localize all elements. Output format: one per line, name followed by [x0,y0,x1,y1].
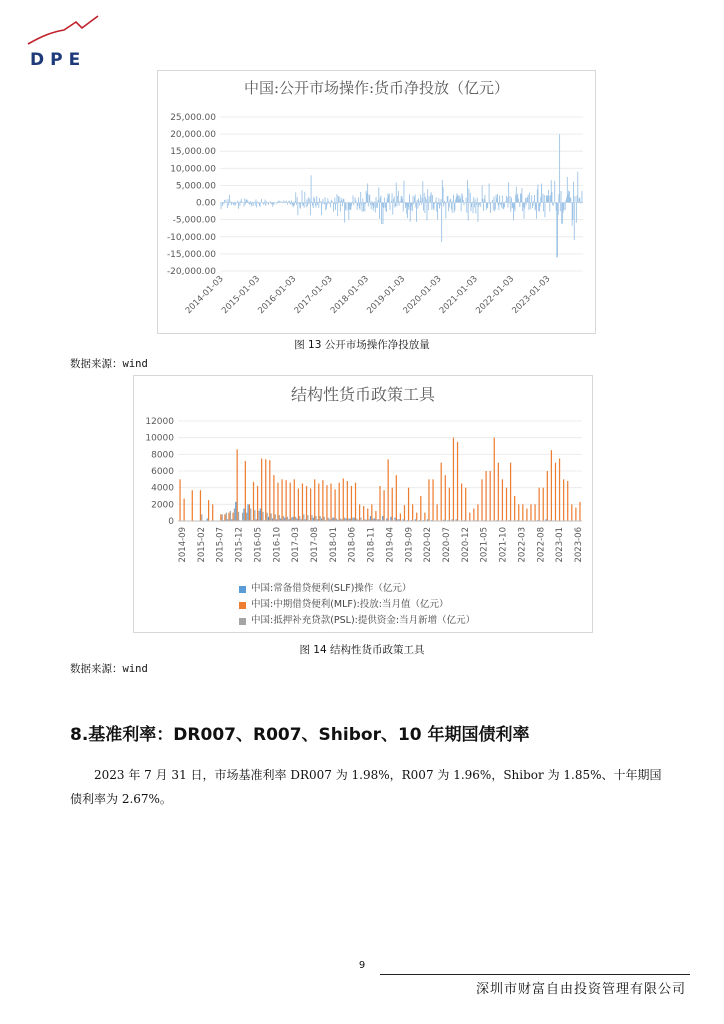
chart14-bar-mlf [383,490,384,521]
chart14-bar-mlf [200,490,201,521]
chart14-bar-psl [238,512,239,521]
chart14-x-tick: 2022-08 [536,527,547,563]
chart14-bar-mlf [416,513,417,521]
chart13-plot [158,71,595,333]
chart13-y-tick: 0.00 [195,198,216,209]
chart13-y-tick: 10,000.00 [170,164,216,175]
chart14-bar-mlf [469,513,470,521]
chart13-bars [220,134,582,257]
chart14-bar-mlf [477,504,478,521]
chart14-bar-mlf [563,479,564,521]
chart14-bar-mlf [347,481,348,521]
chart14-bar-mlf [555,463,556,521]
chart13-y-tick: 15,000.00 [170,147,216,158]
chart14-bar-psl [283,516,284,521]
chart14-bar-psl [311,515,312,521]
chart14-bar-psl [262,512,263,521]
chart14-bar-mlf [432,479,433,521]
chart13-y-tick: -15,000.00 [166,249,216,260]
chart14-bar-mlf [465,488,466,521]
chart14-bar-mlf [567,481,568,521]
chart14-bar-psl [230,511,231,521]
chart14-x-tick: 2021-10 [498,527,509,563]
chart13-x-tick: 2014-01-03 [183,274,226,317]
chart14-y-tick: 10000 [145,433,174,444]
chart14-bar-mlf [351,486,352,521]
chart14-bar-mlf [510,463,511,521]
company-name: 深圳市财富自由投资管理有限公司 [475,982,686,997]
chart14-bar-mlf [237,449,238,521]
chart14-bar-mlf [363,506,364,521]
chart14-bar-psl [254,510,255,521]
chart14-bar-slf [243,509,244,522]
chart14-bar-mlf [473,509,474,522]
chart13-x-tick: 2020-01-03 [401,274,444,317]
chart14-bar-mlf [277,483,278,521]
chart14-bar-mlf [245,461,246,521]
chart14-bar-mlf [485,471,486,521]
chart14-x-tick: 2016-10 [272,527,283,563]
chart14-bar-mlf [318,484,319,522]
chart14-bar-psl [307,515,308,521]
chart14-bar-mlf [220,514,221,521]
chart14-bar-mlf [498,463,499,521]
chart14-bar-mlf [449,488,450,521]
chart14-bar-mlf [228,513,229,521]
chart14-bar-mlf [269,460,270,521]
legend-label-psl: 中国:抵押补充贷款(PSL):提供资金:当月新增（亿元） [251,615,476,626]
legend-swatch-psl [239,618,246,625]
figure14-caption: 图 14 结构性货币政策工具 [299,644,425,656]
chart13-y-tick: -20,000.00 [166,267,216,277]
chart14-bar-mlf [457,442,458,521]
chart14-bar-psl [222,514,223,521]
figure13-source: 数据来源：wind [70,358,148,370]
body-paragraph: 2023 年 7 月 31 日，市场基准利率 DR007 为 1.98%，R007 为 1.96%，Shibor 为 1.85%、十年期国债利率为 2.67%。 [70,768,662,806]
chart14-bar-psl [271,514,272,522]
chart13-y-tick: 25,000.00 [170,113,216,123]
chart14-bar-mlf [559,459,560,522]
chart13-x-tick: 2021-01-03 [437,274,480,317]
chart14-x-tick: 2015-12 [234,527,245,563]
chart14-bar-mlf [306,486,307,521]
chart14-bar-psl [295,517,296,521]
chart14-bar-mlf [224,514,225,521]
chart14-bar-psl [315,516,316,521]
figure13-caption: 图 13 公开市场操作净投放量 [294,339,430,351]
chart14-bar-mlf [420,496,421,521]
chart14-legend [239,581,475,629]
chart14-bar-psl [303,514,304,521]
chart14-bar-psl [266,513,267,521]
chart14-x-tick: 2022-03 [517,527,528,563]
chart14-bar-mlf [453,438,454,521]
chart14-bar-mlf [261,459,262,522]
chart14-x-tick: 2016-05 [253,527,264,563]
chart14-bar-mlf [310,489,311,522]
chart14-x-tick: 2020-07 [442,527,452,563]
chart14-y-tick: 0 [168,517,174,527]
chart14-bar-mlf [530,504,531,521]
chart14-y-tick: 8000 [151,450,174,461]
chart14-bar-mlf [551,450,552,521]
chart14-bar-mlf [490,471,491,521]
chart14-bar-psl [275,514,276,521]
chart14-bar-mlf [298,489,299,522]
page-number: 9 [358,960,366,971]
chart14-bar-mlf [302,484,303,522]
chart14-bar-mlf [396,475,397,521]
chart14-bar-mlf [441,463,442,521]
chart14-bar-mlf [424,513,425,521]
logo-text: DPE [30,50,87,70]
chart14-bar-mlf [547,471,548,521]
chart14-bar-slf [370,516,371,521]
chart14-bar-slf [390,517,391,521]
chart14-bars [179,438,580,521]
chart14-y-tick: 6000 [151,467,174,477]
chart14-bar-mlf [355,483,356,521]
chart14-bar-mlf [388,459,389,521]
chart14-bar-mlf [428,479,429,521]
chart14-bar-psl [324,517,325,521]
chart14-bar-mlf [481,479,482,521]
chart14-bar-slf [268,517,269,521]
chart14-bar-mlf [534,504,535,521]
chart14-bar-mlf [265,459,266,521]
chart14-x-tick: 2015-07 [215,527,226,563]
chart14-bar-mlf [461,484,462,522]
chart14-bar-mlf [326,485,327,521]
chart14-y-tick: 12000 [145,417,174,427]
chart14-bar-psl [320,516,321,521]
chart14-bar-mlf [379,486,380,521]
chart14-x-tick: 2018-01 [328,527,339,563]
chart14-bar-mlf [579,502,580,521]
chart14-y-tick: 2000 [151,500,174,511]
chart14-bar-mlf [294,479,295,521]
chart14-bar-psl [201,514,202,521]
chart14-bar-slf [260,509,261,522]
chart13-x-tick: 2018-01-03 [328,274,371,317]
chart14-x-tick: 2017-08 [310,527,320,563]
chart13-y-tick: 5,000.00 [175,181,216,192]
chart14-y-tick: 4000 [151,483,174,494]
chart14-bar-mlf [543,488,544,521]
chart14-bar-mlf [575,508,576,521]
chart14-bar-mlf [286,480,287,521]
legend-swatch-slf [239,586,246,593]
chart14-bar-slf [235,502,236,521]
chart14-bar-mlf [518,504,519,521]
chart14-bar-mlf [408,488,409,521]
chart14-bar-mlf [192,490,193,521]
chart14-bar-mlf [392,488,393,521]
chart14-bar-mlf [437,504,438,521]
chart14-bar-mlf [502,479,503,521]
chart14-bar-psl [287,517,288,521]
chart14-bar-slf [292,517,293,521]
chart14-bar-psl [258,511,259,521]
legend-item-slf [239,581,475,597]
chart14-bar-mlf [253,482,254,521]
chart14-bar-mlf [339,483,340,521]
chart14-bar-psl [242,513,243,521]
chart14-x-tick: 2018-06 [347,527,358,563]
chart14-x-tick: 2021-05 [479,527,490,563]
chart13-y-tick: 20,000.00 [170,130,216,141]
chart14-bar-mlf [522,504,523,521]
chart14-bar-psl [246,513,247,521]
chart14-x-tick: 2019-04 [385,527,396,563]
chart14-bar-mlf [334,489,335,521]
chart13-x-tick: 2022-01-03 [474,274,517,317]
chart14-bar-mlf [539,488,540,521]
chart14-bar-slf [247,504,248,521]
chart14-bar-mlf [314,479,315,521]
chart14-bar-mlf [249,504,250,521]
chart14-bar-mlf [290,483,291,521]
chart13-title: 中国:公开市场操作:货币净投放（亿元） [243,79,510,97]
chart13-x-tick: 2019-01-03 [365,274,408,317]
chart14-bar-mlf [571,504,572,521]
chart14-x-tick: 2017-03 [291,527,302,563]
chart14-bar-mlf [400,514,401,522]
chart14-bar-mlf [208,500,209,521]
chart13-y-tick: -10,000.00 [166,232,216,243]
chart14-x-tick: 2020-12 [460,527,471,563]
legend-item-psl [239,613,475,629]
chart14-bar-psl [279,515,280,521]
chart14-bar-psl [299,516,300,521]
chart14-bar-mlf [281,479,282,521]
legend-label-mlf: 中国:中期借贷便利(MLF):投放:当月值（亿元） [251,599,449,610]
chart14-bar-mlf [367,509,368,522]
chart14-bar-mlf [412,504,413,521]
chart-open-market-net-injection [157,70,596,334]
chart14-bar-mlf [257,486,258,521]
figure14-source: 数据来源：wind [70,663,148,675]
chart14-bar-psl [250,509,251,522]
chart14-bar-mlf [375,511,376,521]
legend-label-slf: 中国:常备借贷便利(SLF)操作（亿元） [251,583,412,594]
chart-structural-monetary-tools [133,375,593,633]
chart13-x-tick: 2016-01-03 [256,274,299,317]
chart14-bar-mlf [322,480,323,521]
chart14-x-tick: 2018-11 [366,527,377,563]
chart14-bar-mlf [232,513,233,521]
chart14-x-tick: 2023-06 [574,527,584,563]
chart14-bar-mlf [330,484,331,522]
chart14-x-tick: 2023-01 [555,527,566,563]
legend-swatch-mlf [239,602,246,609]
chart14-bar-mlf [273,475,274,521]
chart14-bar-psl [234,509,235,522]
chart14-bar-mlf [526,509,527,522]
section-heading: 8.基准利率：DR007、R007、Shibor、10 年期国债利率 [70,725,530,745]
chart14-bar-mlf [184,499,185,522]
chart14-bar-mlf [343,479,344,522]
chart14-bar-mlf [506,488,507,521]
chart14-bar-mlf [494,438,495,521]
chart14-bar-mlf [514,496,515,521]
chart13-x-tick: 2017-01-03 [292,274,335,317]
chart14-x-tick: 2014-09 [178,527,188,563]
chart14-bar-mlf [371,504,372,521]
chart14-title: 结构性货币政策工具 [290,385,435,404]
chart13-x-tick: 2023-01-03 [510,274,553,317]
chart14-bar-mlf [359,504,360,521]
chart14-bar-mlf [212,504,213,521]
legend-item-mlf [239,597,475,613]
footer-divider [380,974,690,975]
chart13-y-tick: -5,000.00 [172,215,216,226]
chart13-x-tick: 2015-01-03 [220,274,263,317]
chart14-bar-mlf [445,475,446,521]
chart14-x-tick: 2020-02 [423,527,434,563]
chart14-bar-psl [226,513,227,521]
logo-swoosh-icon [28,16,98,44]
chart14-bar-slf [382,516,383,521]
chart14-x-tick: 2015-02 [196,527,207,563]
chart14-bar-mlf [404,505,405,521]
chart14-x-tick: 2019-09 [404,527,415,563]
chart14-bar-mlf [179,479,180,521]
